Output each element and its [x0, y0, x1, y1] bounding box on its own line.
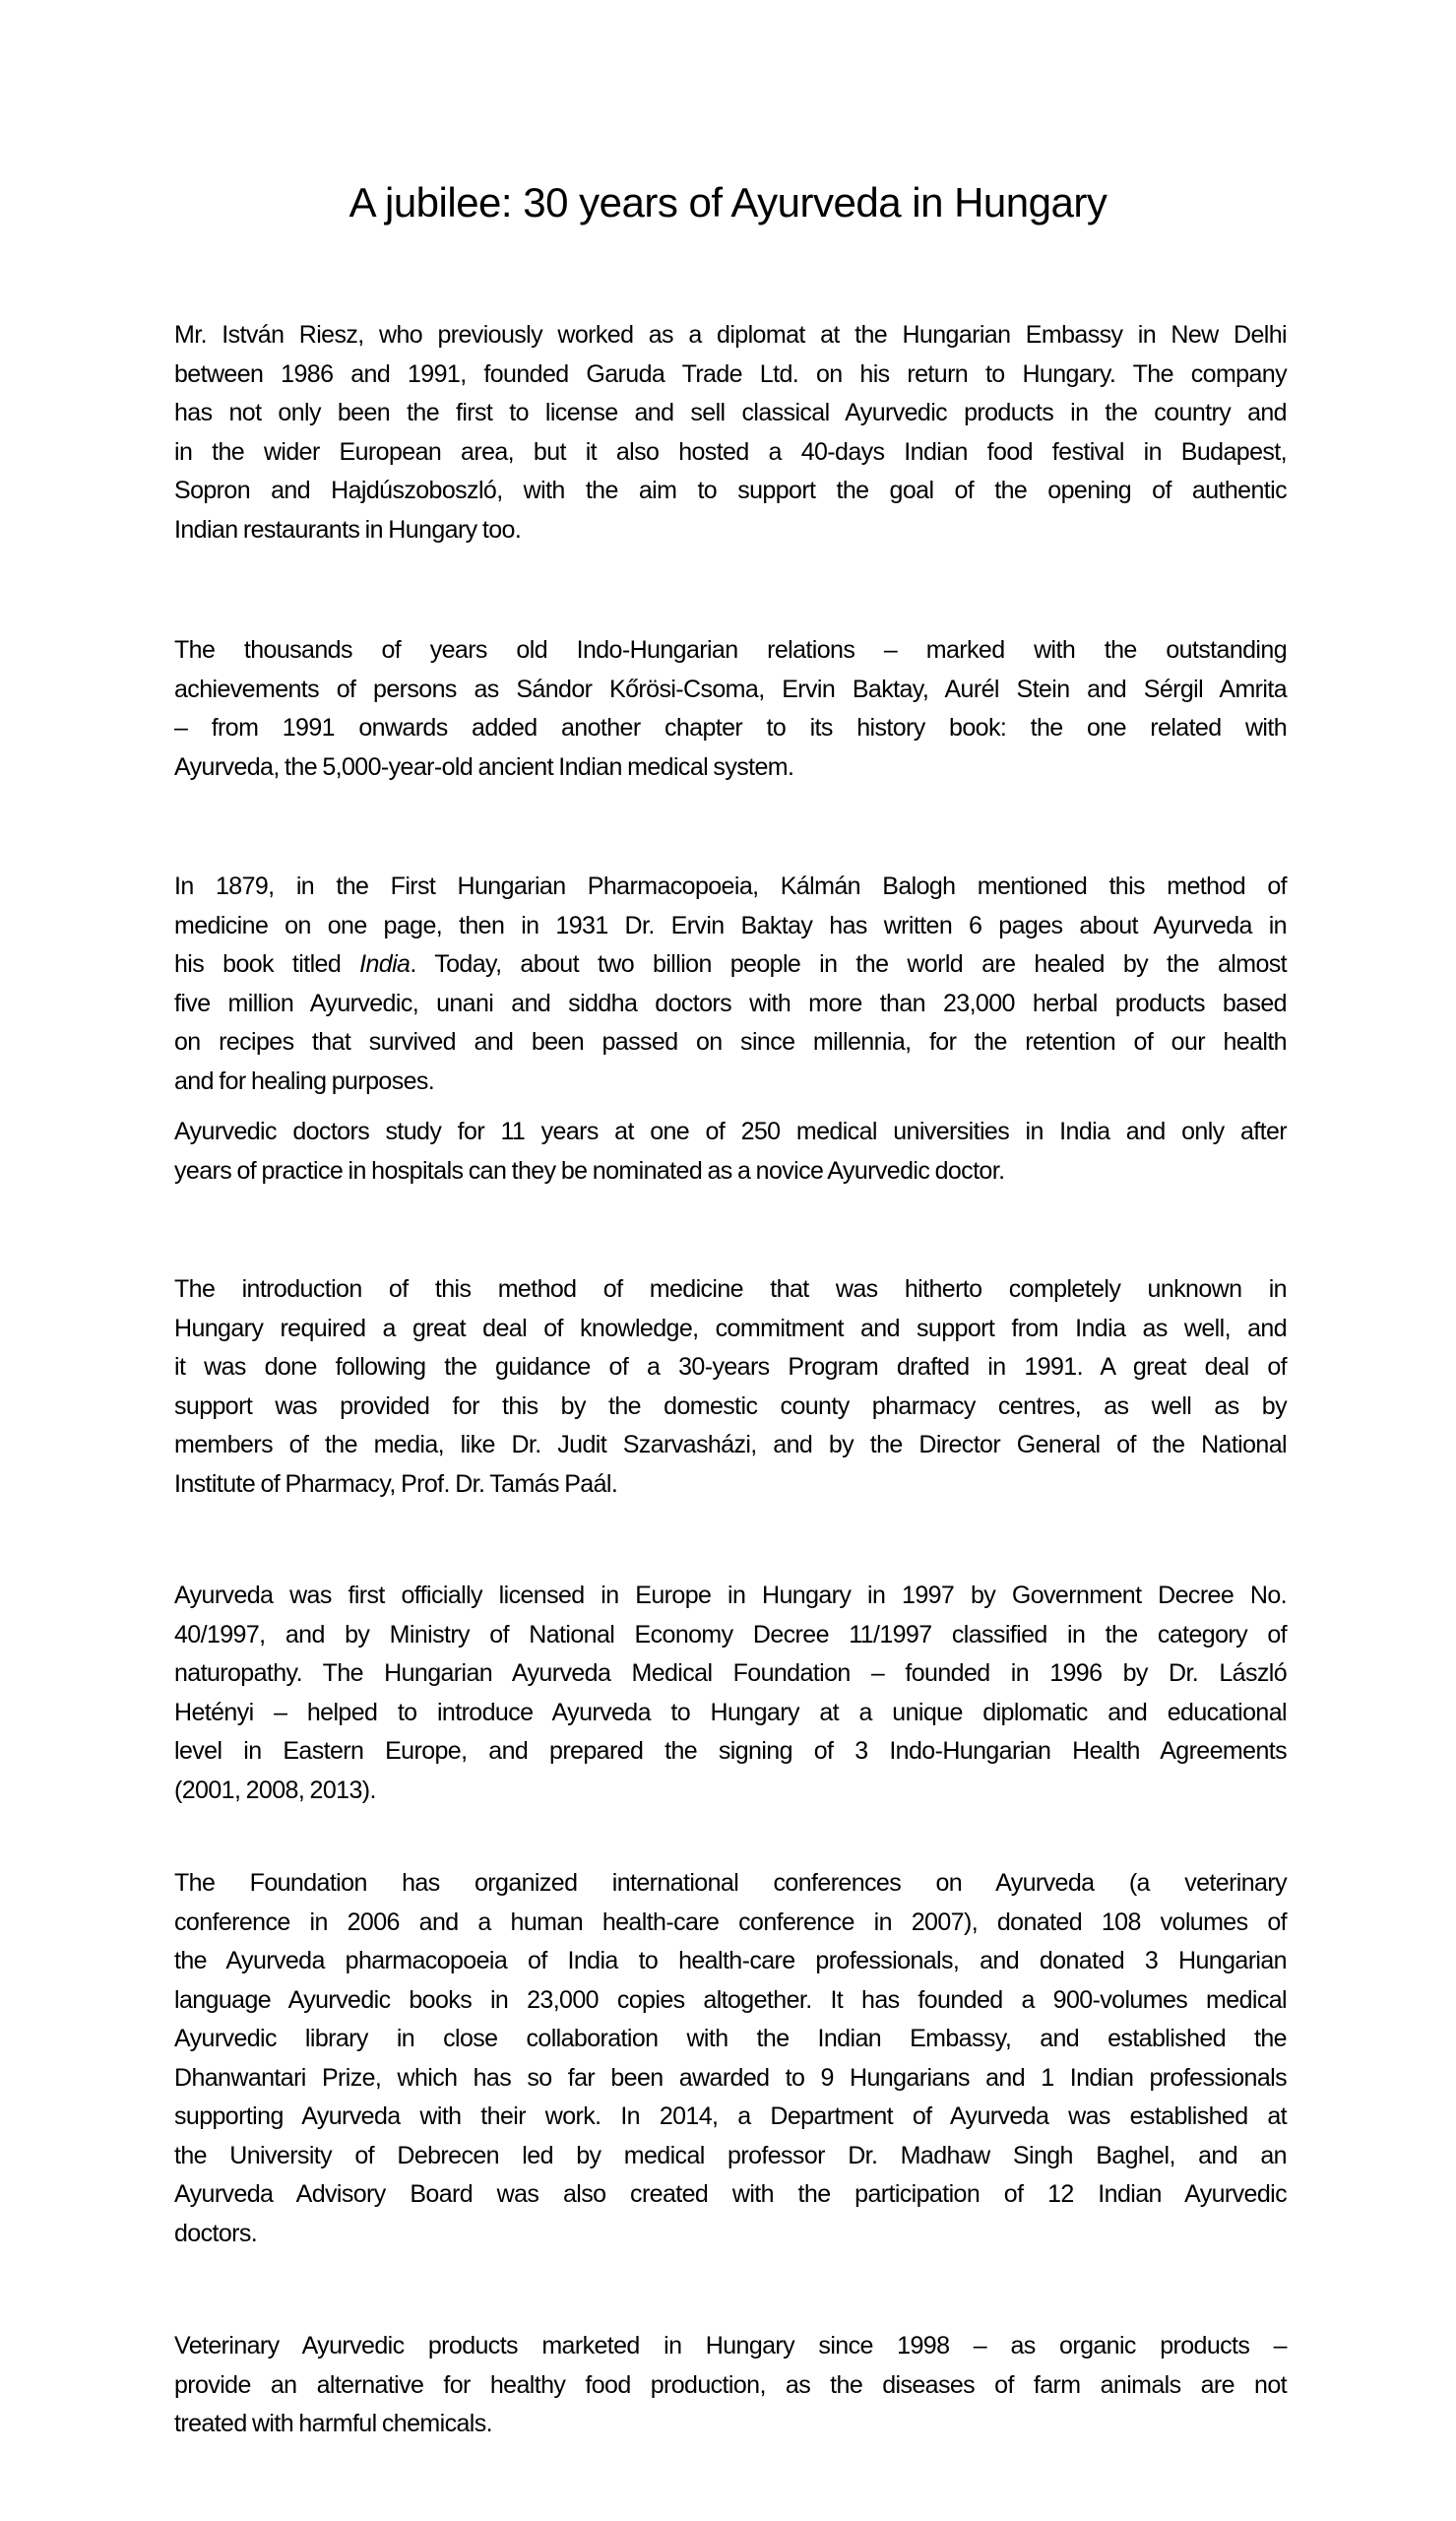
paragraph-line: Mr. István Riesz, who previously worked as a diplomat at the Hungarian Embassy in New Delhi — [174, 321, 1287, 349]
paragraph-line: Institute of Pharmacy, Prof. Dr. Tamás Paál. — [174, 1469, 618, 1498]
paragraph-licensing-1997 — [174, 1577, 1287, 1810]
paragraph-line: 40/1997, and by Ministry of National Economy Decree 11/1997 classified in the category of — [174, 1620, 1287, 1648]
paragraph-line: The introduction of this method of medicine that was hitherto completely unknown in — [174, 1275, 1287, 1303]
paragraph-line: members of the media, like Dr. Judit Szarvasházi, and by the Director General of the National — [174, 1431, 1287, 1458]
line-text: . Today, about two billion people in the world are healed by the almost — [410, 950, 1287, 978]
paragraph-line: five million Ayurvedic, unani and siddha doctors with more than 23,000 herbal products based — [174, 989, 1287, 1017]
paragraph-line: Indian restaurants in Hungary too. — [174, 515, 522, 544]
paragraph-line: supporting Ayurveda with their work. In 2014, a Department of Ayurveda was established at — [174, 2102, 1287, 2130]
line-text: his book titled — [174, 950, 360, 978]
paragraph-line: the Ayurveda pharmacopoeia of India to health-care professionals, and donated 3 Hungarian — [174, 1947, 1287, 1974]
paragraph-doctor-study — [174, 1113, 1287, 1191]
paragraph-line: on recipes that survived and been passed on since millennia, for the retention of our health — [174, 1028, 1287, 1056]
book-title-italic: India — [359, 950, 411, 978]
paragraph-line: doctors. — [174, 2219, 258, 2247]
paragraph-introduction — [174, 1270, 1287, 1504]
paragraph-line: achievements of persons as Sándor Kőrösi-Csoma, Ervin Baktay, Aurél Stein and Sérgil Amrita — [174, 675, 1287, 703]
paragraph-line: treated with harmful chemicals. — [174, 2410, 492, 2437]
paragraph-line: support was provided for this by the domestic county pharmacy centres, as well as by — [174, 1391, 1287, 1420]
paragraph-line: Sopron and Hajdúszoboszló, with the aim to support the goal of the opening of authentic — [174, 477, 1287, 504]
paragraph-indo-hungarian-relations — [174, 631, 1287, 787]
paragraph-line: level in Eastern Europe, and prepared the signing of 3 Indo-Hungarian Health Agreements — [174, 1737, 1287, 1765]
paragraph-line: language Ayurvedic books in 23,000 copies altogether. It has founded a 900-volumes medical — [174, 1985, 1287, 2014]
paragraph-veterinary-products — [174, 2327, 1287, 2444]
document-title: A jubilee: 30 years of Ayurveda in Hungary — [348, 179, 1108, 226]
paragraph-line: Veterinary Ayurvedic products marketed in Hungary since 1998 – as organic products – — [174, 2332, 1287, 2359]
paragraph-history-1879 — [174, 868, 1287, 1101]
paragraph-line: Dhanwantari Prize, which has so far been awarded to 9 Hungarians and 1 Indian professionals — [174, 2063, 1287, 2092]
paragraph-line: Hungary required a great deal of knowledge, commitment and support from India as well, and — [174, 1314, 1287, 1342]
paragraph-line: provide an alternative for healthy food production, as the diseases of farm animals are not — [174, 2370, 1287, 2399]
paragraph-line: it was done following the guidance of a 30-years Program drafted in 1991. A great deal of — [174, 1353, 1287, 1381]
paragraph-garuda-trade — [174, 316, 1287, 549]
paragraph-foundation-activities — [174, 1864, 1287, 2253]
paragraph-line: The thousands of years old Indo-Hungarian relations – marked with the outstanding — [174, 636, 1287, 664]
paragraph-line: medicine on one page, then in 1931 Dr. Ervin Baktay has written 6 pages about Ayurveda in — [174, 911, 1287, 939]
paragraph-line: Ayurvedic doctors study for 11 years at one of 250 medical universities in India and only after — [174, 1118, 1287, 1145]
paragraph-line: Ayurvedic library in close collaboration with the Indian Embassy, and established the — [174, 2025, 1287, 2052]
paragraph-line: the University of Debrecen led by medical professor Dr. Madhaw Singh Baghel, and an — [174, 2141, 1287, 2169]
paragraph-line: has not only been the first to license and sell classical Ayurvedic products in the country and — [174, 399, 1287, 426]
paragraph-line: between 1986 and 1991, founded Garuda Trade Ltd. on his return to Hungary. The company — [174, 359, 1287, 388]
paragraph-line: Hetényi – helped to introduce Ayurveda to Hungary at a unique diplomatic and educational — [174, 1698, 1287, 1726]
paragraph-line: In 1879, in the First Hungarian Pharmacopoeia, Kálmán Balogh mentioned this method of — [174, 873, 1287, 900]
paragraph-line: Ayurveda, the 5,000-year-old ancient Indian medical system. — [174, 752, 794, 781]
paragraph-line: The Foundation has organized international conferences on Ayurveda (a veterinary — [174, 1869, 1287, 1897]
paragraph-line: and for healing purposes. — [174, 1067, 435, 1095]
paragraph-line — [174, 945, 1287, 985]
paragraph-line: years of practice in hospitals can they be nominated as a novice Ayurvedic doctor. — [174, 1156, 1005, 1185]
paragraph-line: (2001, 2008, 2013). — [174, 1776, 376, 1804]
paragraph-line: Ayurveda Advisory Board was also created with the participation of 12 Indian Ayurvedic — [174, 2180, 1287, 2208]
paragraph-line: – from 1991 onwards added another chapter to its history book: the one related with — [174, 714, 1287, 742]
paragraph-line: in the wider European area, but it also hosted a 40-days Indian food festival in Budapest, — [174, 437, 1287, 466]
paragraph-line: Ayurveda was first officially licensed in Europe in Hungary in 1997 by Government Decree No. — [174, 1582, 1287, 1609]
paragraph-line: conference in 2006 and a human health-care conference in 2007), donated 108 volumes of — [174, 1907, 1287, 1936]
paragraph-line: naturopathy. The Hungarian Ayurveda Medical Foundation – founded in 1996 by Dr. László — [174, 1659, 1287, 1687]
